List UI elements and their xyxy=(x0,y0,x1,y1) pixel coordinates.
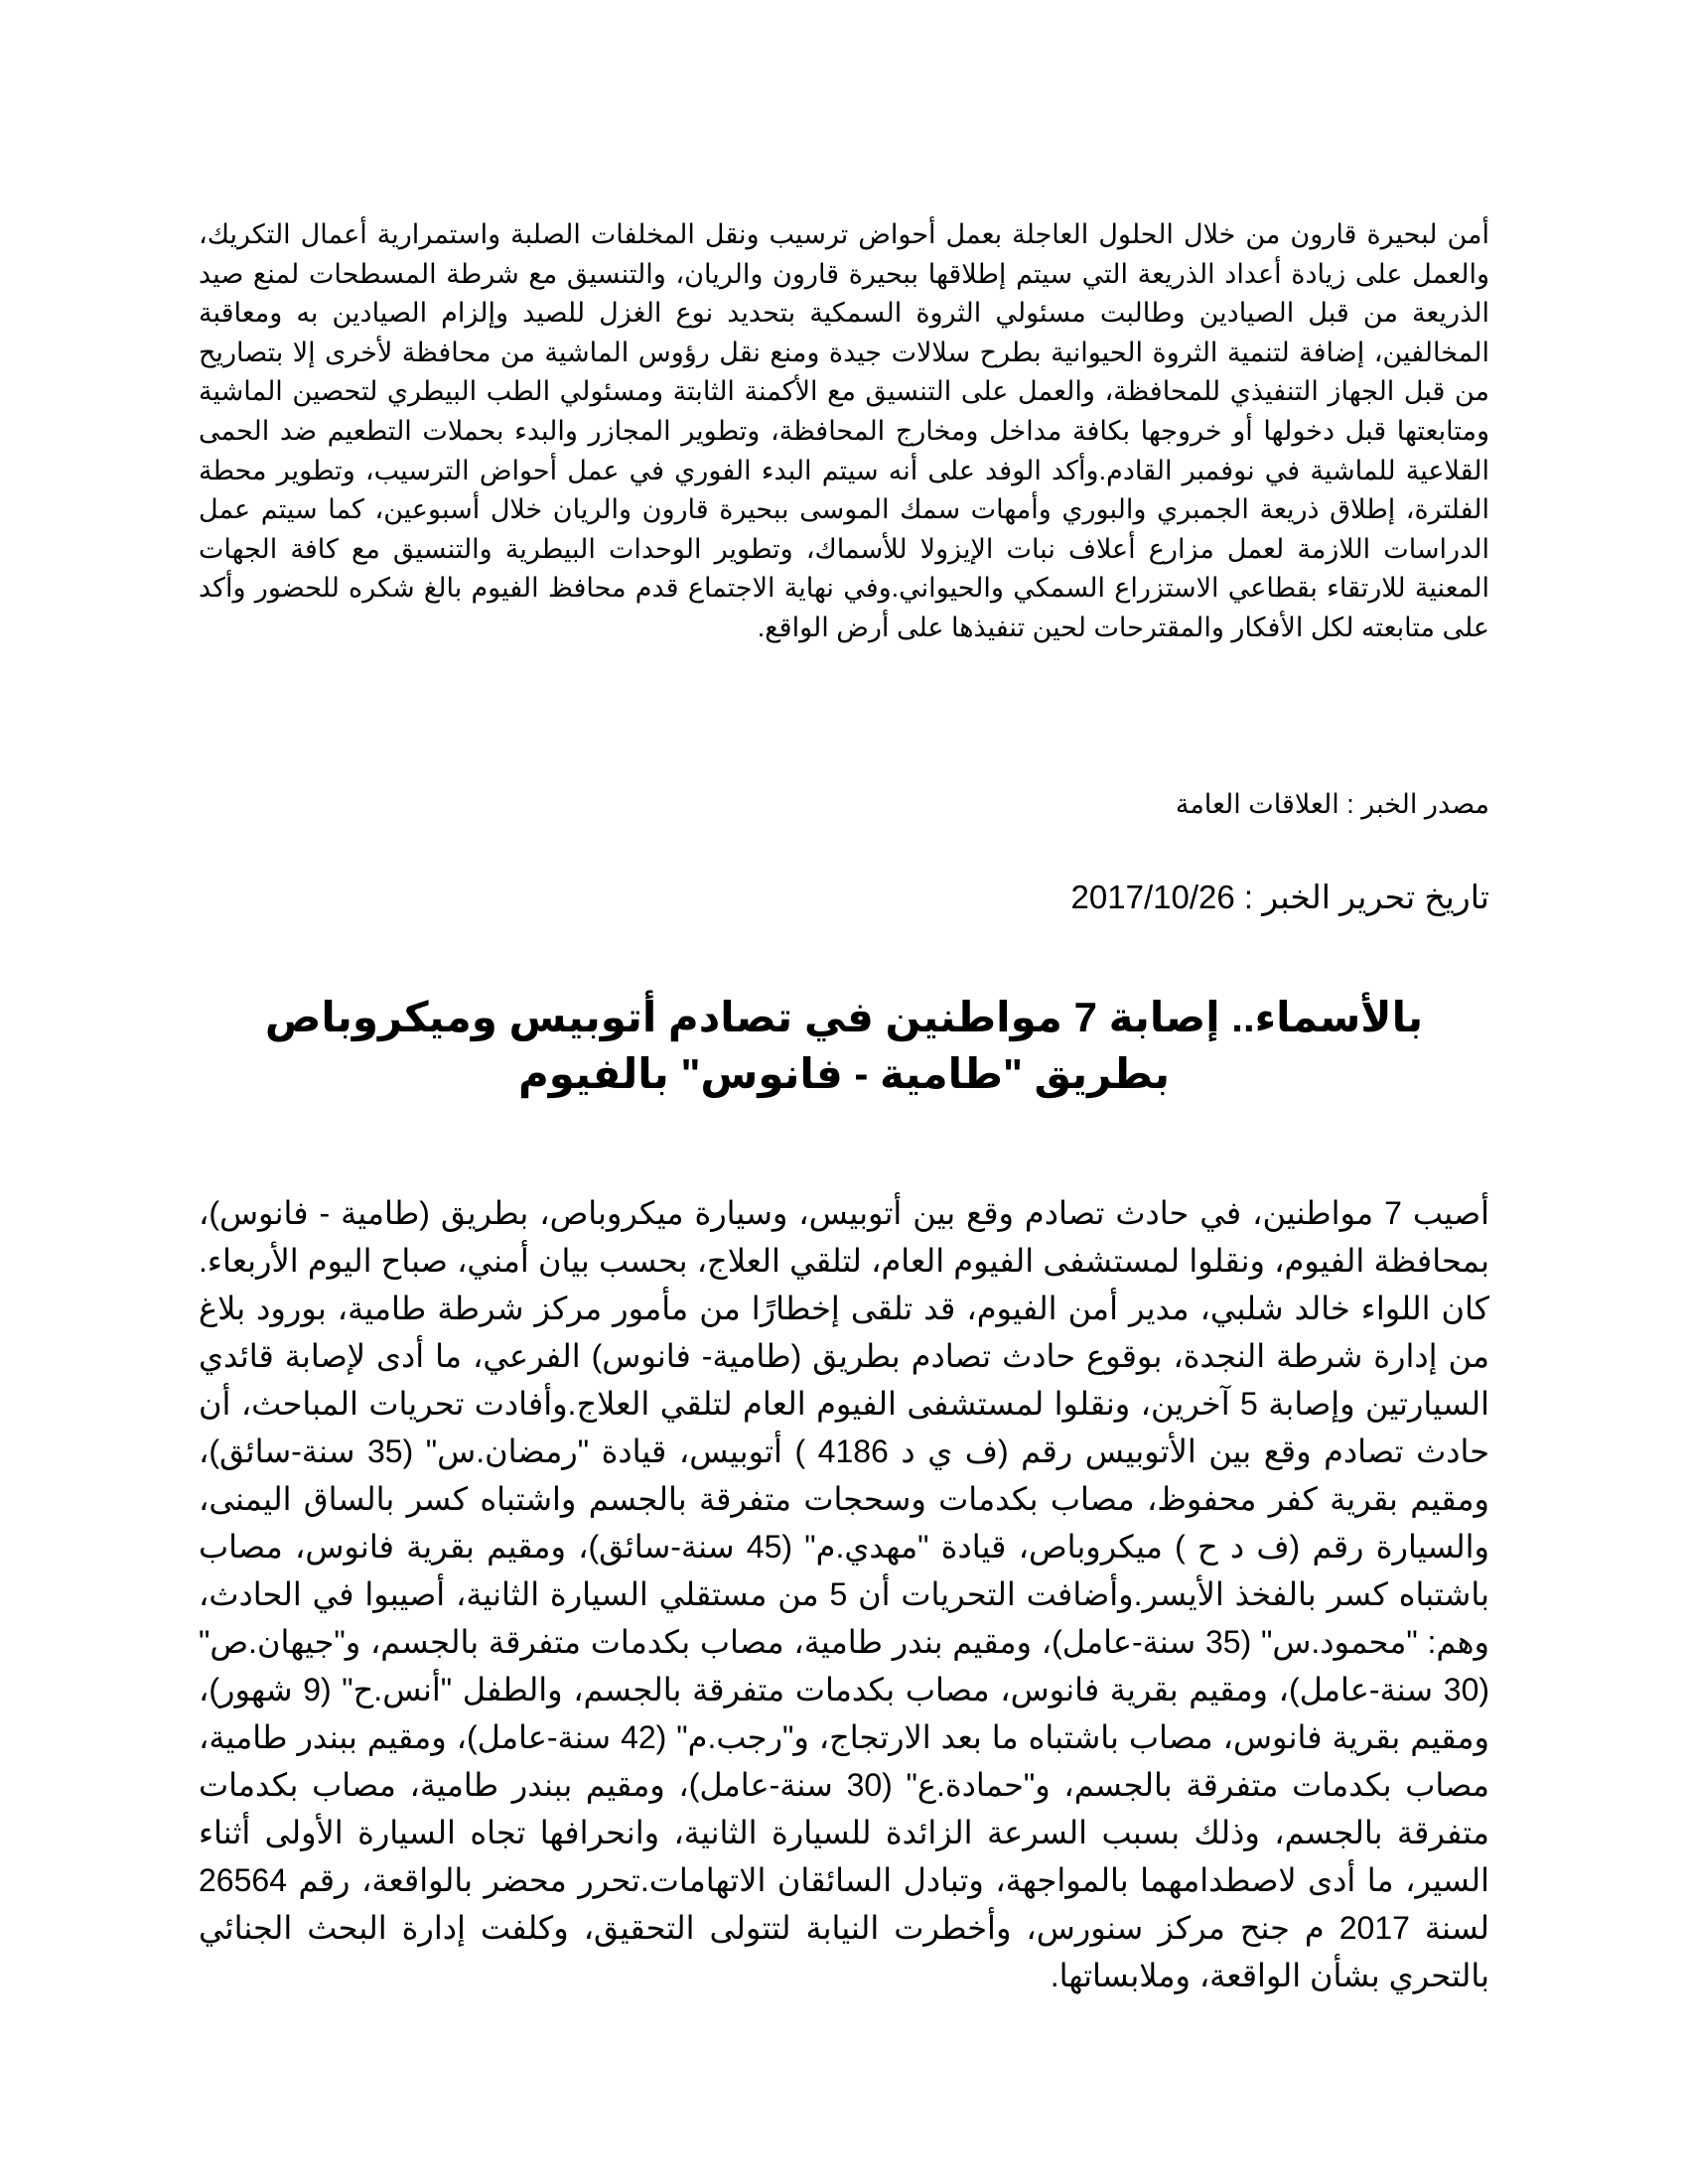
article-1-body-paragraph: أمن لبحيرة قارون من خلال الحلول العاجلة بعمل أحواض ترسيب ونقل المخلفات الصلبة واستمرارية أعمال التكريك، والعمل على زيادة أعداد الذريعة التي سيتم إطلاقها ببحيرة قارون والريان، والتنسيق مع شرطة المسطحات لمنع صيد الذريعة من قبل الصيادين وطالبت مسئولي الثروة السمكية بتحديد نوع الغزل للصيد وإلزام الصيادين به ومعاقبة المخالفين، إضافة لتنمية الثروة الحيوانية بطرح سلالات جيدة ومنع نقل رؤوس الماشية من محافظة لأخرى إلا بتصاريح من قبل الجهاز التنفيذي للمحافظة، والعمل على التنسيق مع الأكمنة الثابتة ومسئولي الطب البيطري لتحصين الماشية ومتابعتها قبل دخولها أو خروجها بكافة مداخل ومخارج المحافظة، وتطوير المجازر والبدء بحملات التطعيم ضد الحمى القلاعية للماشية في نوفمبر القادم.وأكد الوفد على أنه سيتم البدء الفوري في عمل أحواض الترسيب، وتطوير محطة الفلترة، إطلاق ذريعة الجمبري والبوري وأمهات سمك الموسى ببحيرة قارون والريان خلال أسبوعين، كما سيتم عمل الدراسات اللازمة لعمل مزارع أعلاف نبات الإيزولا للأسماك، وتطوير الوحدات البيطرية والتنسيق مع كافة الجهات المعنية للارتقاء بقطاعي الاستزراع السمكي والحيواني.وفي نهاية الاجتماع قدم محافظ الفيوم بالغ شكره للحضور وأكد على متابعته لكل الأفكار والمقترحات لحين تنفيذها على أرض الواقع. xyxy=(199,219,1489,642)
news-date-line: تاريخ تحرير الخبر : 2017/10/26 xyxy=(1070,879,1489,915)
article-2-body-paragraph: أصيب 7 مواطنين، في حادث تصادم وقع بين أتوبيس، وسيارة ميكروباص، بطريق (طامية - فانوس)، بمحافظة الفيوم، ونقلوا لمستشفى الفيوم العام، لتلقي العلاج، بحسب بيان أمني، صباح اليوم الأربعاء. كان اللواء خالد شلبي، مدير أمن الفيوم، قد تلقى إخطارًا من مأمور مركز شرطة طامية، بورود بلاغ من إدارة شرطة النجدة، بوقوع حادث تصادم بطريق (طامية- فانوس) الفرعي، ما أدى لإصابة قائدي السيارتين وإصابة 5 آخرين، ونقلوا لمستشفى الفيوم العام لتلقي العلاج.وأفادت تحريات المباحث، أن حادث تصادم وقع بين الأتوبيس رقم (ف ي د 4186 ) أتوبيس، قيادة "رمضان.س" (35 سنة-سائق)، ومقيم بقرية كفر محفوظ، مصاب بكدمات وسحجات متفرقة بالجسم واشتباه كسر بالساق اليمنى، والسيارة رقم (ف د ح ) ميكروباص، قيادة "مهدي.م" (45 سنة-سائق)، ومقيم بقرية فانوس، مصاب باشتباه كسر بالفخذ الأيسر.وأضافت التحريات أن 5 من مستقلي السيارة الثانية، أصيبوا في الحادث، وهم: "محمود.س" (35 سنة-عامل)، ومقيم بندر طامية، مصاب بكدمات متفرقة بالجسم، و"جيهان.ص" (30 سنة-عامل)، ومقيم بقرية فانوس، مصاب بكدمات متفرقة بالجسم، والطفل "أنس.ح" (9 شهور)، ومقيم بقرية فانوس، مصاب باشتباه ما بعد الارتجاج، و"رجب.م" (42 سنة-عامل)، ومقيم ببندر طامية، مصاب بكدمات متفرقة بالجسم، و"حمادة.ع" (30 سنة-عامل)، ومقيم ببندر طامية، مصاب بكدمات متفرقة بالجسم، وذلك بسبب السرعة الزائدة للسيارة الثانية، وانحرافها تجاه السيارة الأولى أثناء السير، ما أدى لاصطدامهما بالمواجهة، وتبادل السائقان الاتهامات.تحرر محضر بالواقعة، رقم 26564 لسنة 2017 م جنح مركز سنورس، وأخطرت النيابة لتتولى التحقيق، وكلفت إدارة البحث الجنائي بالتحري بشأن الواقعة، وملابساتها. xyxy=(199,1195,1490,1993)
article-2-headline: بالأسماء.. إصابة 7 مواطنين في تصادم أتوبيس وميكروباص بطريق "طامية - فانوس" بالفيوم xyxy=(264,994,1424,1098)
news-source-line: مصدر الخبر : العلاقات العامة xyxy=(1175,789,1489,819)
